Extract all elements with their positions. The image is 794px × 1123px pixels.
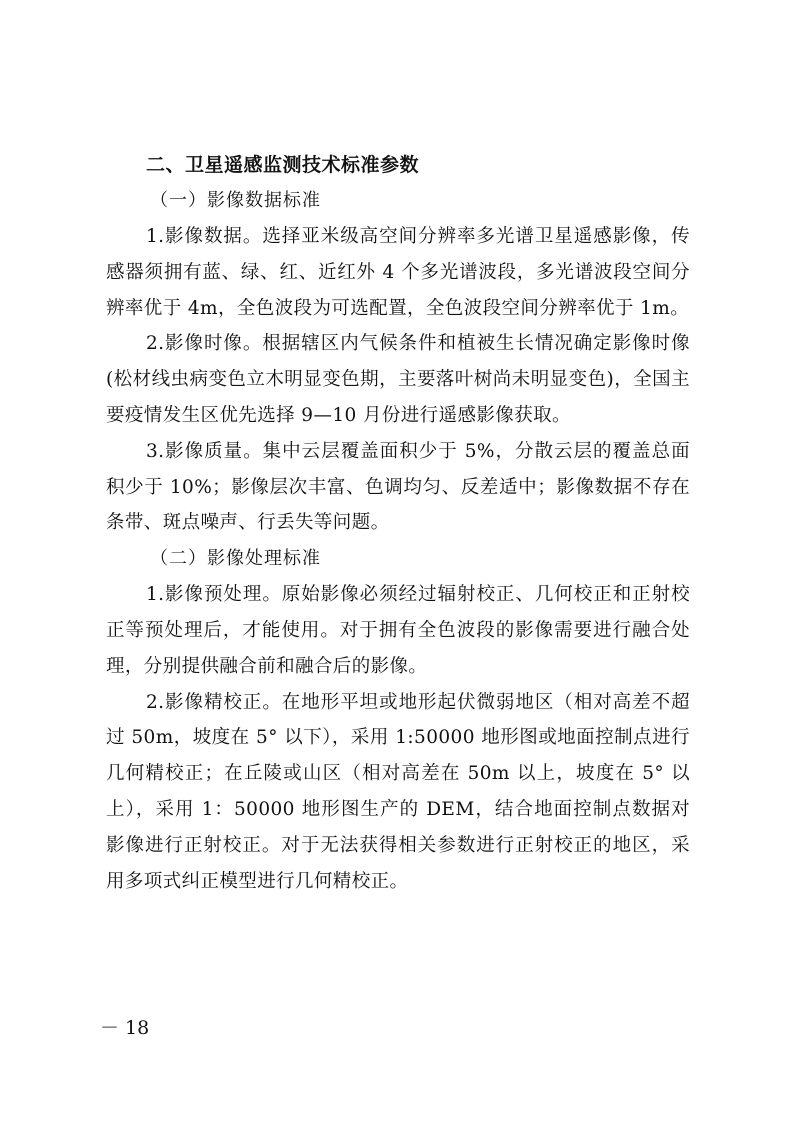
paragraph-image-preprocessing: 1.影像预处理。原始影像必须经过辐射校正、几何校正和正射校正等预处理后，才能使用。对于拥有全色波段的影像需要进行融合处理，分别提供融合前和融合后的影像。 [106, 584, 690, 677]
subsection-image-data-standard [106, 183, 690, 541]
subsection-image-processing-standard [106, 541, 690, 899]
subsection-heading: （一）影像数据标准 [150, 190, 321, 211]
page-content [106, 147, 690, 899]
section-title: 二、卫星遥感监测技术标准参数 [146, 154, 420, 176]
page-number: － 18 [100, 1017, 150, 1039]
paragraph-image-data: 1.影像数据。选择亚米级高空间分辨率多光谱卫星遥感影像，传感器须拥有蓝、绿、红、近红外 4 个多光谱波段，多光谱波段空间分辨率优于 4m，全色波段为可选配置，全色波段空间分辨率优于 1m。 [106, 226, 690, 319]
paragraph-image-fine-correction: 2.影像精校正。在地形平坦或地形起伏微弱地区（相对高差不超过 50m，坡度在 5° 以下），采用 1:50000 地形图或地面控制点进行几何精校正；在丘陵或山区（相对高差在 50m 以上，坡度在 5° 以上），采用 1：50000 地形图生产的 DEM，结合地面控制点数据对影像进行正射校正。对于无法获得相关参数进行正射校正的地区，采用多项式纠正模型进行几何精校正。 [106, 691, 690, 892]
paragraph-image-timing: 2.影像时像。根据辖区内气候条件和植被生长情况确定影像时像(松材线虫病变色立木明显变色期，主要落叶树尚未明显变色)，全国主要疫情发生区优先选择 9—10 月份进行遥感影像获取。 [106, 333, 690, 426]
subsection-heading: （二）影像处理标准 [150, 548, 321, 570]
paragraph-image-quality: 3.影像质量。集中云层覆盖面积少于 5%，分散云层的覆盖总面积少于 10%；影像层次丰富、色调均匀、反差适中；影像数据不存在条带、斑点噪声、行丢失等问题。 [106, 440, 690, 534]
